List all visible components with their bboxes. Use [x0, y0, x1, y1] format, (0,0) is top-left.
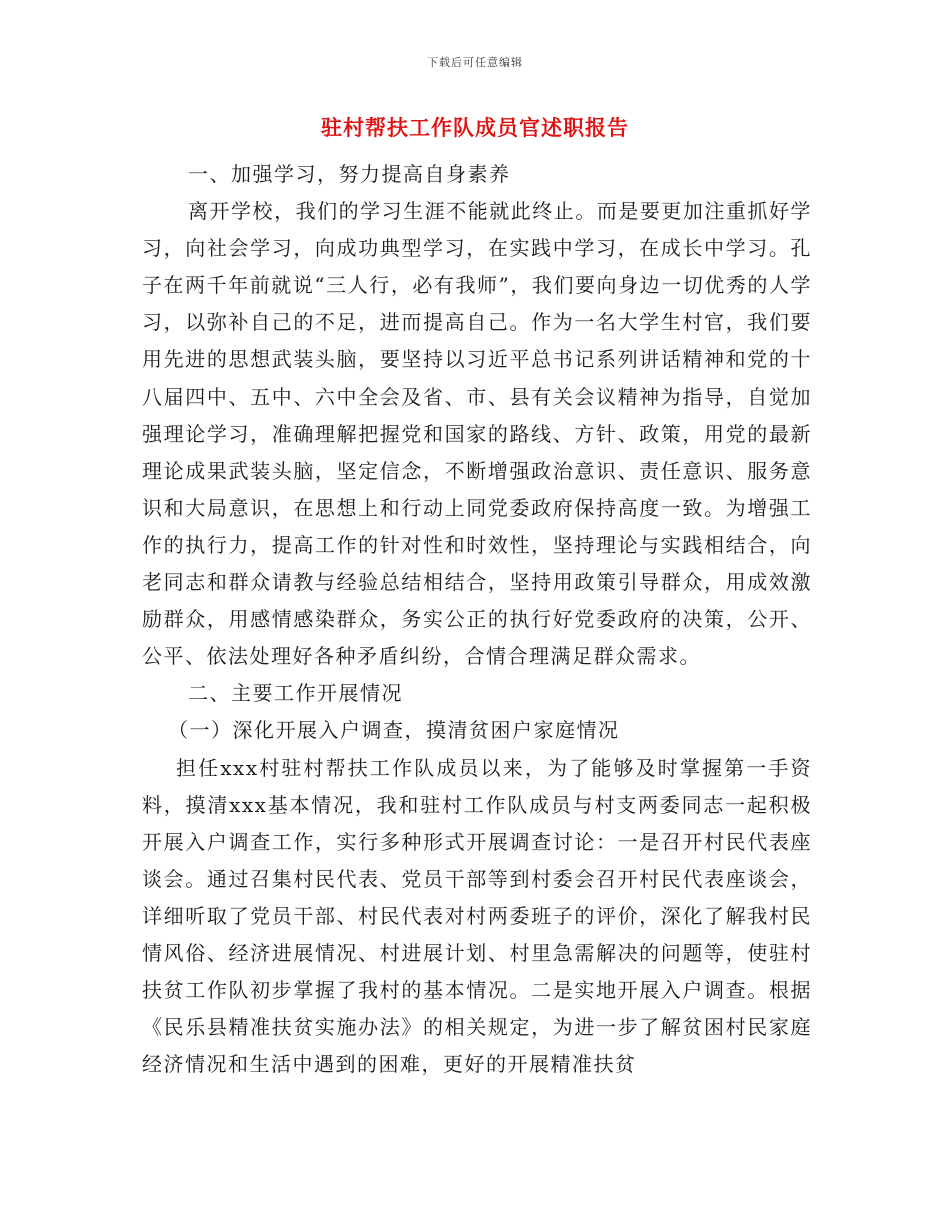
subsection1-paragraph: 担任xxx村驻村帮扶工作队成员以来，为了能够及时掌握第一手资料，摸清xxx基本情况，我和驻村工作队成员与村支两委同志一起积极开展入户调查工作，实行多种形式开展调查讨论：一是召开村民代表座谈会。通过召集村民代表、党员干部等到村委会召开村民代表座谈会，详细听取了党员干部、村民代表对村两委班子的评价，深化了解我村民情风俗、经济进展情况、村进展计划、村里急需解决的问题等，使驻村扶贫工作队初步掌握了我村的基本情况。二是实地开展入户调查。根据《民乐县精准扶贫实施办法》的相关规定，为进一步了解贫困村民家庭经济情况和生活中遇到的困难，更好的开展精准扶贫	[142, 755, 812, 1077]
section2-heading: 二、主要工作开展情况	[188, 681, 403, 706]
document-title: 驻村帮扶工作队成员官述职报告	[321, 115, 629, 140]
subsection1-heading: （一）深化开展入户调查，摸清贫困户家庭情况	[168, 718, 620, 743]
section1-heading: 一、加强学习，努力提高自身素养	[188, 162, 511, 186]
document-body	[142, 156, 812, 1083]
section1-paragraph: 离开学校，我们的学习生涯不能就此终止。而是要更加注重抓好学习，向社会学习，向成功典型学习，在实践中学习，在成长中学习。孔子在两千年前就说“三人行，必有我师”，我们要向身边一切优秀的人学习，以弥补自己的不足，进而提高自己。作为一名大学生村官，我们要用先进的思想武装头脑，要坚持以习近平总书记系列讲话精神和党的十八届四中、五中、六中全会及省、市、县有关会议精神为指导，自觉加强理论学习，准确理解把握党和国家的路线、方针、政策，用党的最新理论成果武装头脑，坚定信念，不断增强政治意识、责任意识、服务意识和大局意识，在思想上和行动上同党委政府保持高度一致。为增强工作的执行力，提高工作的针对性和时效性，坚持理论与实践相结合，向老同志和群众请教与经验总结相结合，坚持用政策引导群众，用成效激励群众，用感情感染群众，务实公正的执行好党委政府的决策，公开、公平、依法处理好各种矛盾纠纷，合情合理满足群众需求。	[142, 199, 812, 669]
header-note: 下载后可任意编辑	[427, 56, 523, 69]
